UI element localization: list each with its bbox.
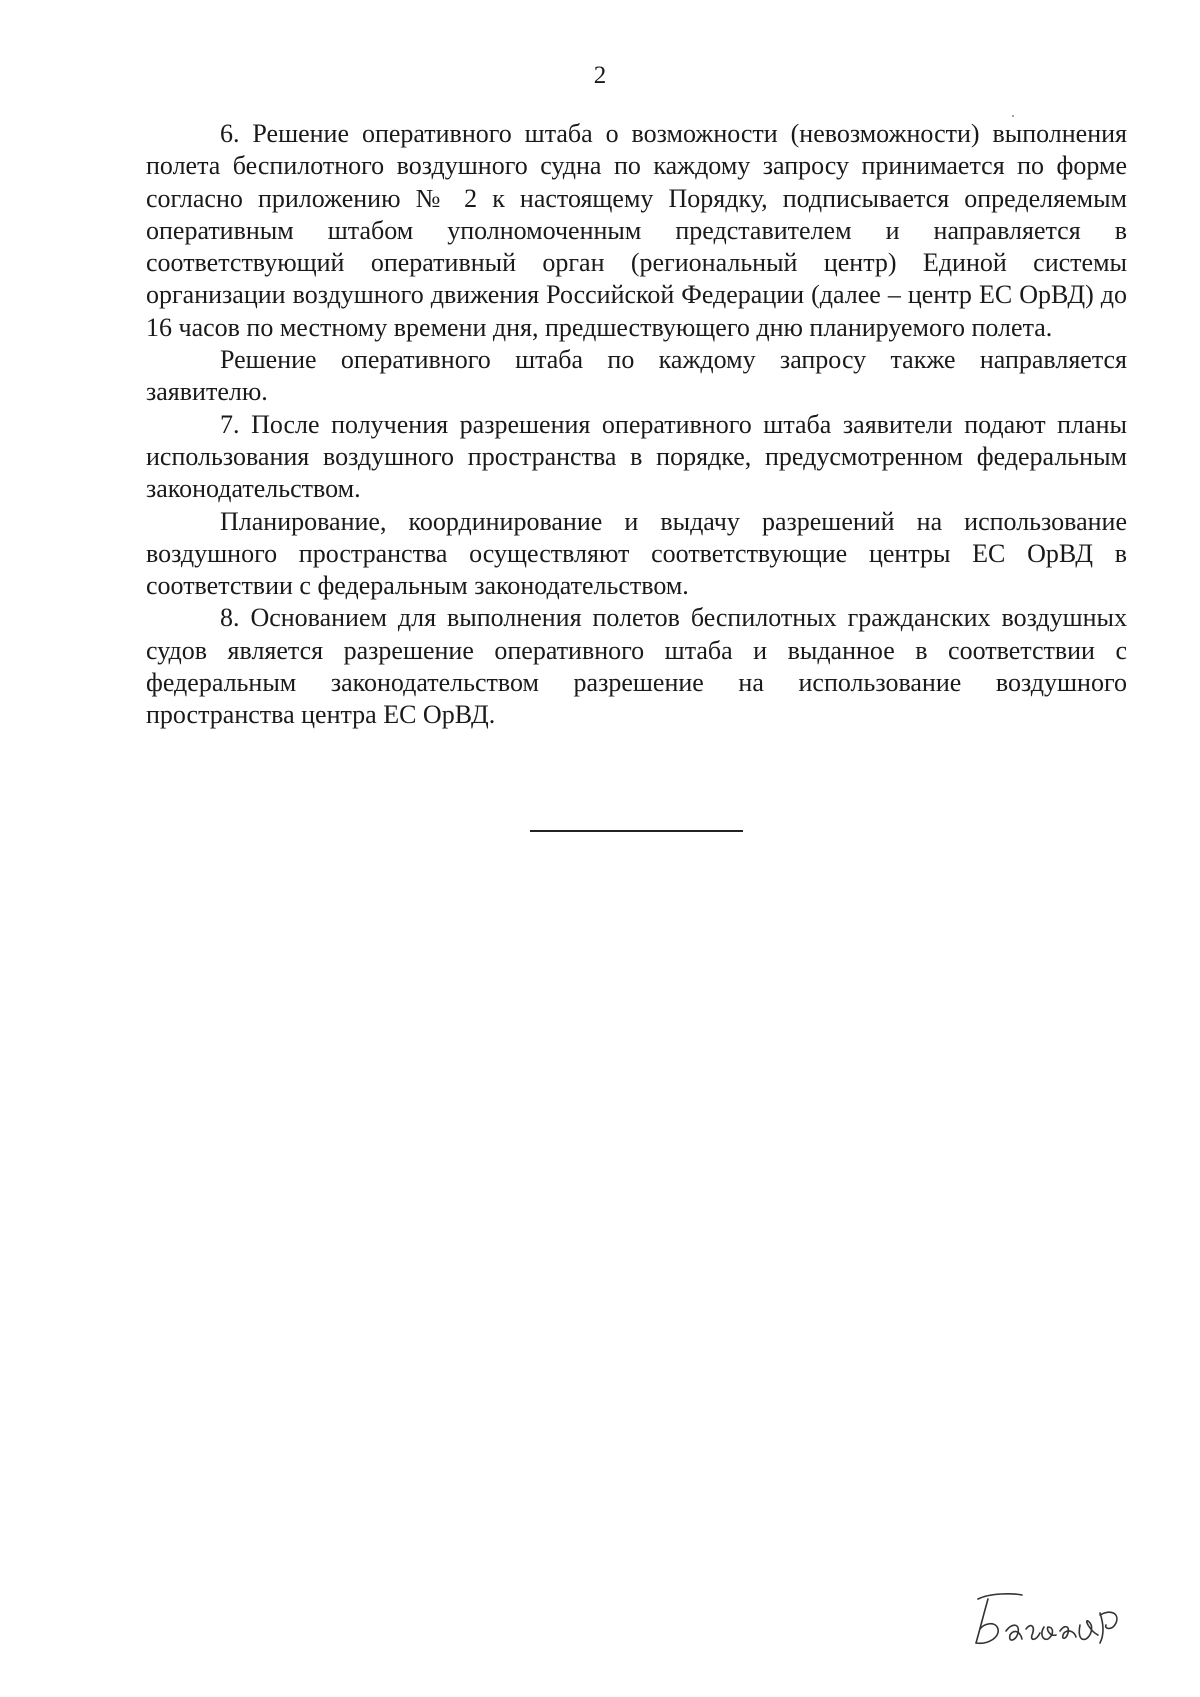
document-body — [146, 118, 1127, 732]
page-number: 2 — [593, 62, 607, 89]
paragraph-6-continuation: Решение оперативного штаба по каждому запросу также направляется заявителю. — [146, 345, 1127, 407]
paragraph-6: 6. Решение оперативного штаба о возможности (невозможности) выполнения полета беспилотного воздушного судна по каждому запросу принимается по форме согласно приложению № 2 к настоящему Порядку, подписывается определяемым оперативным штабом уполномоченным представителем и направляется в соответствующий оперативный орган (региональный центр) Единой системы организации воздушного движения Российской Федерации (далее – центр ЕС ОрВД) до 16 часов по местному времени дня, предшествующего дню планируемого полета. — [146, 119, 1127, 342]
end-separator-line — [530, 830, 743, 832]
paragraph-7: 7. После получения разрешения оперативного штаба заявители подают планы использования воздушного пространства в порядке, предусмотренном федеральным законодательством. — [146, 409, 1127, 504]
scan-speck — [1012, 115, 1014, 117]
handwritten-signature — [960, 1585, 1150, 1655]
paragraph-8: 8. Основанием для выполнения полетов беспилотных гражданских воздушных судов является разрешение оперативного штаба и выданное в соответствии с федеральным законодательством разрешение на использование воздушного пространства центра ЕС ОрВД. — [146, 603, 1127, 730]
paragraph-7-continuation: Планирование, координирование и выдачу разрешений на использование воздушного пространства осуществляют соответствующие центры ЕС ОрВД в соответствии с федеральным законодательством. — [146, 506, 1127, 601]
